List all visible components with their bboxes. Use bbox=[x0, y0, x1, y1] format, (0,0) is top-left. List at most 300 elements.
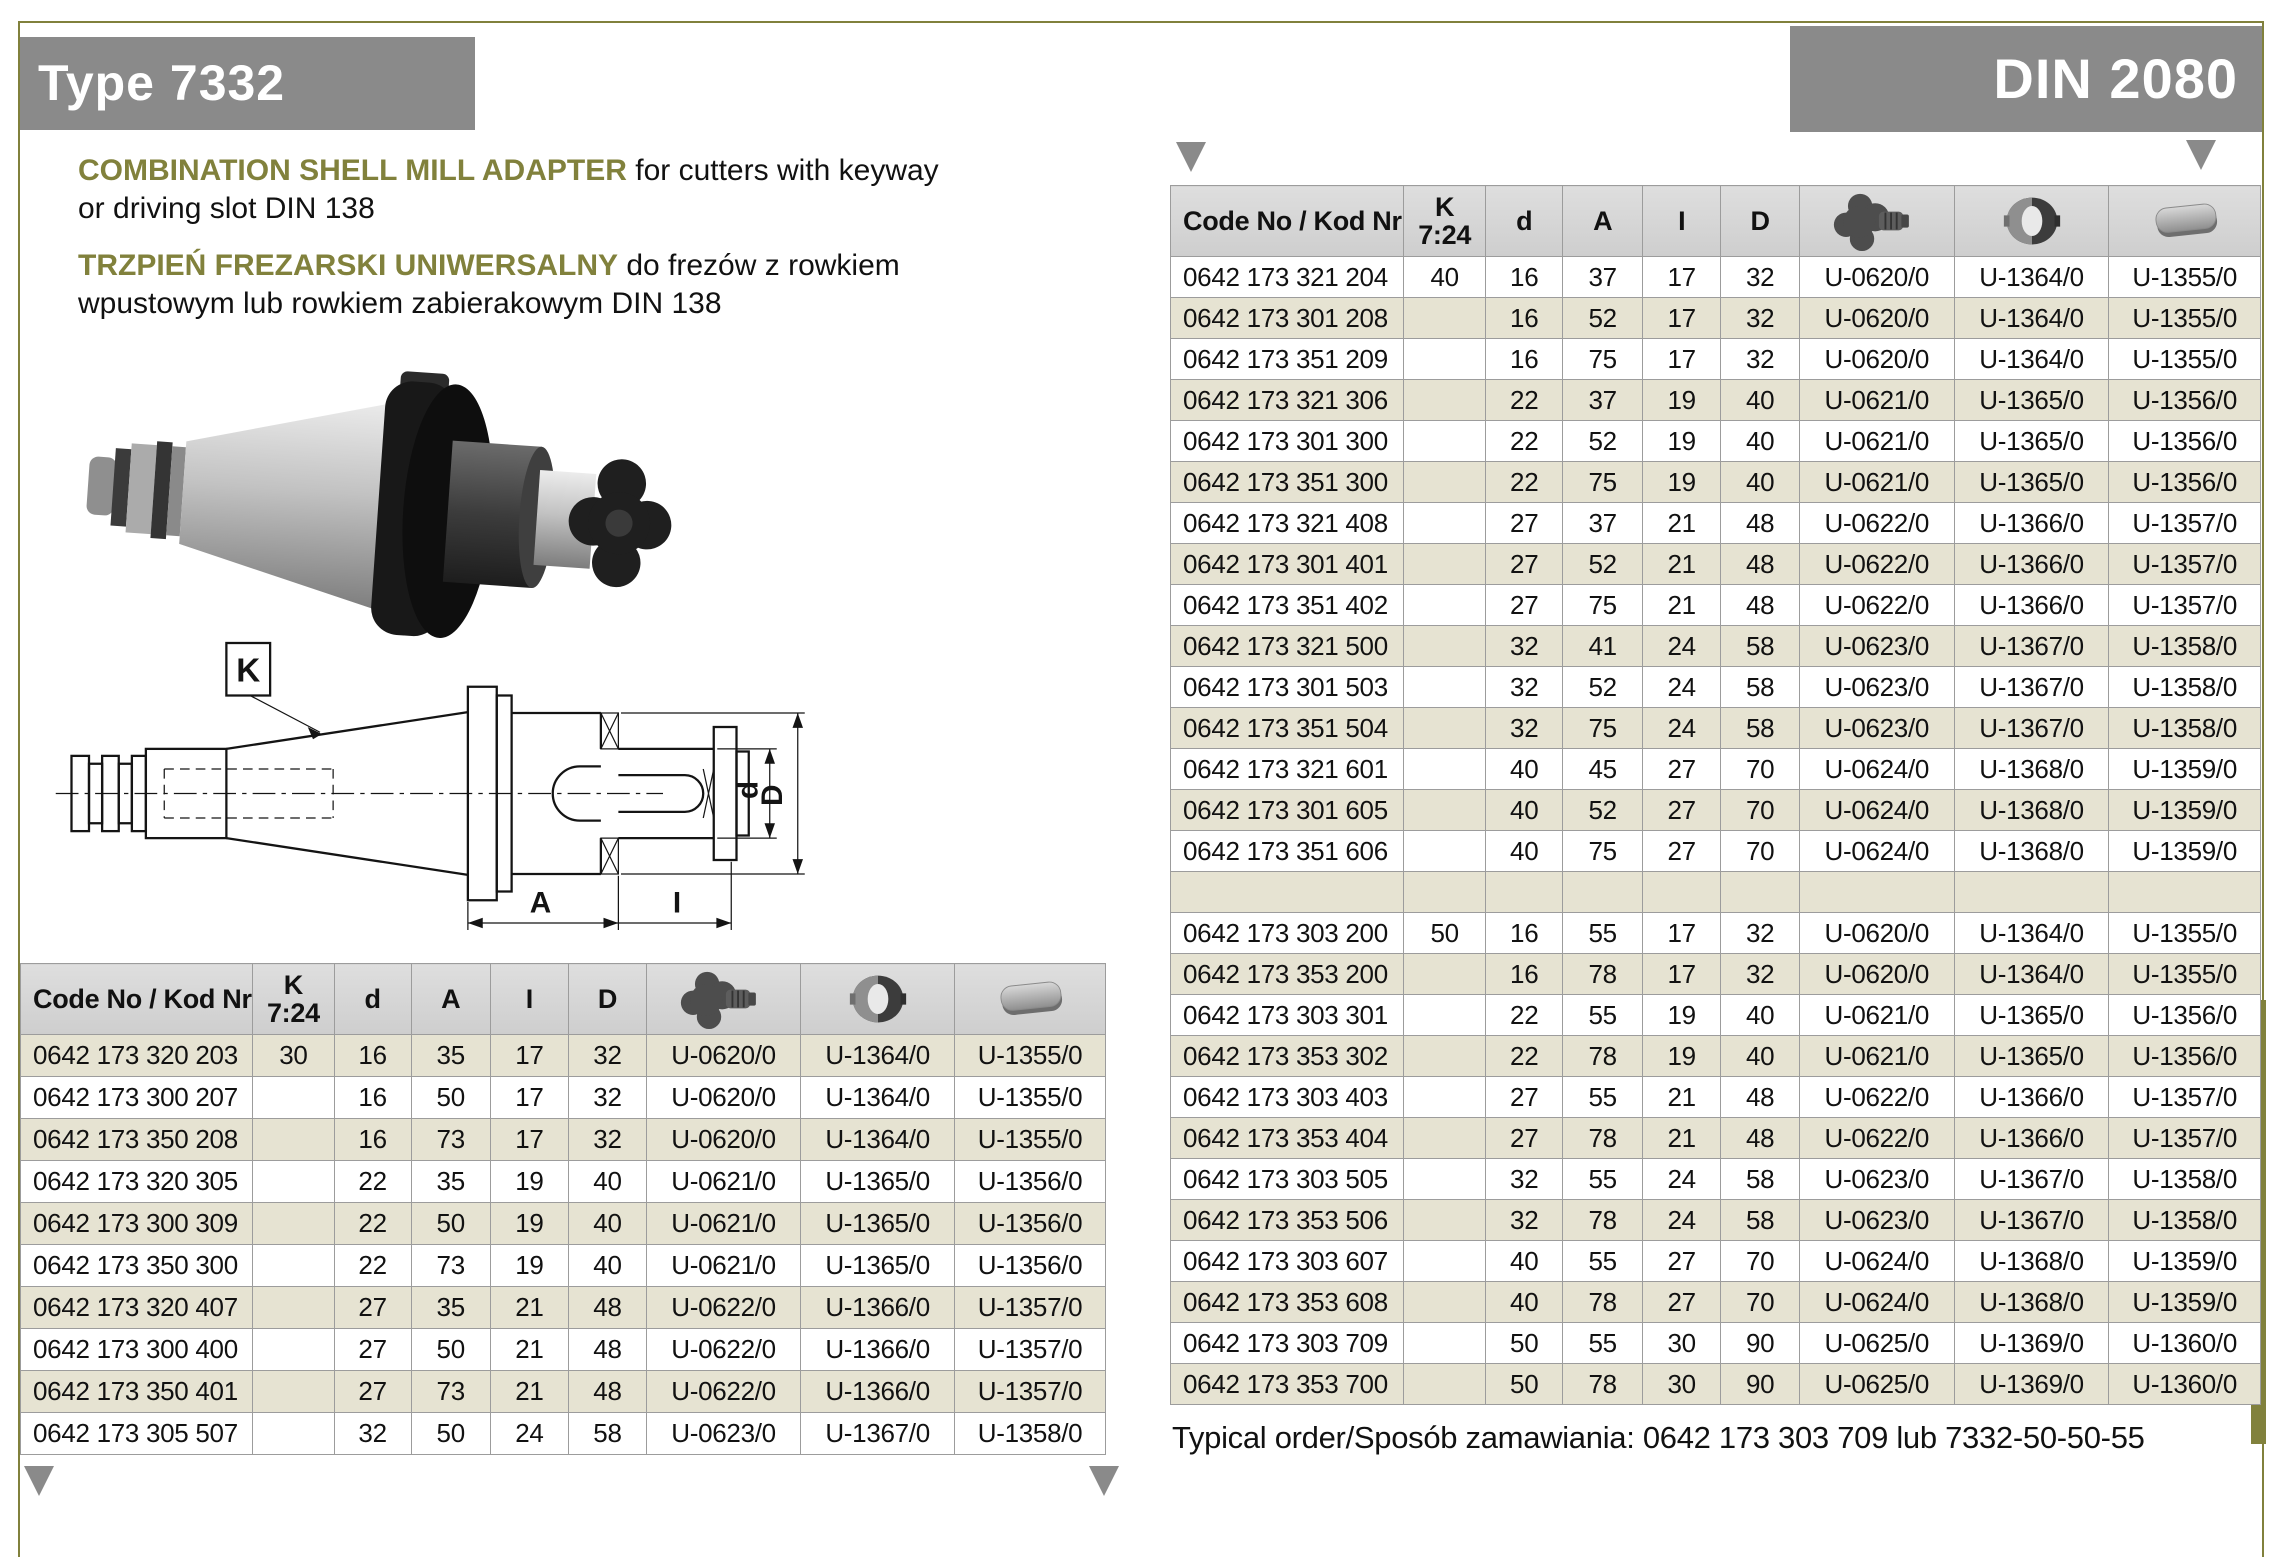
value-cell: 40 bbox=[1404, 257, 1486, 298]
value-cell bbox=[1404, 1323, 1486, 1364]
value-cell: 24 bbox=[1642, 626, 1720, 667]
value-cell: 70 bbox=[1721, 1241, 1799, 1282]
value-cell: 90 bbox=[1721, 1323, 1799, 1364]
value-cell: 58 bbox=[1721, 667, 1799, 708]
value-cell: 21 bbox=[1642, 1077, 1720, 1118]
code-cell: 0642 173 305 507 bbox=[21, 1413, 253, 1455]
value-cell: U-1355/0 bbox=[955, 1077, 1106, 1119]
description-en: COMBINATION SHELL MILL ADAPTER for cutters with keyway or driving slot DIN 138 bbox=[78, 154, 939, 226]
description-en-title: COMBINATION SHELL MILL ADAPTER bbox=[78, 154, 627, 187]
code-cell: 0642 173 303 301 bbox=[1171, 995, 1404, 1036]
value-cell: 40 bbox=[1721, 462, 1799, 503]
value-cell: 19 bbox=[490, 1161, 568, 1203]
code-cell: 0642 173 350 208 bbox=[21, 1119, 253, 1161]
table-row bbox=[1171, 913, 2261, 954]
value-cell bbox=[1404, 585, 1486, 626]
col-flange-nut bbox=[1799, 186, 1954, 257]
value-cell: U-1366/0 bbox=[1954, 1118, 2109, 1159]
right-dimension-table bbox=[1170, 185, 2261, 1405]
page-title: Type 7332 bbox=[20, 37, 475, 130]
value-cell: U-1368/0 bbox=[1954, 1241, 2109, 1282]
table-row bbox=[21, 1245, 1106, 1287]
value-cell: 50 bbox=[411, 1413, 490, 1455]
code-cell: 0642 173 351 300 bbox=[1171, 462, 1404, 503]
table-row bbox=[1171, 257, 2261, 298]
value-cell: 21 bbox=[1642, 544, 1720, 585]
value-cell bbox=[1404, 626, 1486, 667]
value-cell: 19 bbox=[1642, 995, 1720, 1036]
value-cell: U-1359/0 bbox=[2109, 831, 2261, 872]
value-cell: 16 bbox=[334, 1077, 411, 1119]
value-cell: U-1366/0 bbox=[1954, 585, 2109, 626]
value-cell: U-1367/0 bbox=[1954, 1200, 2109, 1241]
value-cell: 32 bbox=[568, 1035, 646, 1077]
value-cell: 55 bbox=[1563, 1077, 1643, 1118]
value-cell: U-1365/0 bbox=[801, 1161, 955, 1203]
value-cell: U-0622/0 bbox=[647, 1329, 801, 1371]
value-cell: U-1360/0 bbox=[2109, 1323, 2261, 1364]
code-cell: 0642 173 350 300 bbox=[21, 1245, 253, 1287]
value-cell: U-0621/0 bbox=[1799, 1036, 1954, 1077]
value-cell bbox=[2109, 872, 2261, 913]
value-cell: 78 bbox=[1563, 1036, 1643, 1077]
code-cell: 0642 173 300 207 bbox=[21, 1077, 253, 1119]
value-cell: U-0620/0 bbox=[1799, 257, 1954, 298]
value-cell: U-1360/0 bbox=[2109, 1364, 2261, 1405]
value-cell: U-1359/0 bbox=[2109, 749, 2261, 790]
table-row bbox=[21, 1035, 1106, 1077]
value-cell: U-0625/0 bbox=[1799, 1364, 1954, 1405]
table-row bbox=[21, 1077, 1106, 1119]
value-cell: 52 bbox=[1563, 790, 1643, 831]
table-row bbox=[1171, 339, 2261, 380]
value-cell: U-1357/0 bbox=[2109, 585, 2261, 626]
value-cell: 78 bbox=[1563, 1118, 1643, 1159]
code-cell: 0642 173 320 305 bbox=[21, 1161, 253, 1203]
code-cell: 0642 173 301 401 bbox=[1171, 544, 1404, 585]
description-pl: TRZPIEŃ FREZARSKI UNIWERSALNY do frezów z rowkiem wpustowym lub rowkiem zabierakowym DIN 138 bbox=[78, 248, 900, 321]
value-cell bbox=[1954, 872, 2109, 913]
value-cell: 19 bbox=[1642, 1036, 1720, 1077]
table-header-row bbox=[1171, 186, 2261, 257]
value-cell: 78 bbox=[1563, 954, 1643, 995]
product-description bbox=[78, 152, 1108, 342]
col-locating-ring bbox=[1954, 186, 2109, 257]
table-row bbox=[1171, 1036, 2261, 1077]
value-cell: U-0621/0 bbox=[1799, 421, 1954, 462]
value-cell: U-0622/0 bbox=[1799, 544, 1954, 585]
code-cell: 0642 173 353 506 bbox=[1171, 1200, 1404, 1241]
value-cell: 27 bbox=[334, 1329, 411, 1371]
value-cell: 21 bbox=[1642, 503, 1720, 544]
value-cell: U-1359/0 bbox=[2109, 1241, 2261, 1282]
col-dd: D bbox=[568, 964, 646, 1035]
value-cell: 70 bbox=[1721, 749, 1799, 790]
flange-nut-icon bbox=[678, 969, 770, 1029]
value-cell: 40 bbox=[1486, 1241, 1563, 1282]
value-cell: 75 bbox=[1563, 708, 1643, 749]
value-cell: 52 bbox=[1563, 544, 1643, 585]
value-cell: U-1364/0 bbox=[1954, 913, 2109, 954]
value-cell: 40 bbox=[568, 1203, 646, 1245]
typical-order-text: Typical order/Sposób zamawiania: 0642 173 303 709 lub 7332-50-50-55 bbox=[1172, 1420, 2145, 1455]
value-cell: 17 bbox=[1642, 339, 1720, 380]
value-cell bbox=[253, 1329, 334, 1371]
value-cell: U-0620/0 bbox=[1799, 913, 1954, 954]
value-cell: 45 bbox=[1563, 749, 1643, 790]
marker-triangle bbox=[2186, 140, 2216, 170]
table-row bbox=[1171, 1364, 2261, 1405]
value-cell: 40 bbox=[1721, 1036, 1799, 1077]
table-row bbox=[21, 1287, 1106, 1329]
value-cell: U-1365/0 bbox=[1954, 462, 2109, 503]
code-cell: 0642 173 350 401 bbox=[21, 1371, 253, 1413]
value-cell bbox=[253, 1287, 334, 1329]
value-cell: 41 bbox=[1563, 626, 1643, 667]
value-cell: 21 bbox=[1642, 585, 1720, 626]
value-cell: U-1355/0 bbox=[2109, 339, 2261, 380]
value-cell: U-0622/0 bbox=[1799, 503, 1954, 544]
value-cell bbox=[1404, 667, 1486, 708]
value-cell: 75 bbox=[1563, 585, 1643, 626]
table-row bbox=[1171, 1323, 2261, 1364]
value-cell: 58 bbox=[1721, 708, 1799, 749]
value-cell: 55 bbox=[1563, 1241, 1643, 1282]
value-cell: 73 bbox=[411, 1245, 490, 1287]
value-cell: 48 bbox=[1721, 1118, 1799, 1159]
value-cell: U-1365/0 bbox=[801, 1203, 955, 1245]
flange-nut-icon bbox=[1831, 191, 1923, 251]
value-cell: 27 bbox=[1486, 1118, 1563, 1159]
value-cell: 50 bbox=[411, 1203, 490, 1245]
table-row bbox=[21, 1413, 1106, 1455]
col-a: A bbox=[411, 964, 490, 1035]
value-cell bbox=[1721, 872, 1799, 913]
drawing-label-k: K bbox=[236, 652, 261, 690]
value-cell bbox=[1404, 380, 1486, 421]
value-cell: 21 bbox=[490, 1287, 568, 1329]
value-cell: 22 bbox=[1486, 995, 1563, 1036]
value-cell bbox=[1404, 1159, 1486, 1200]
value-cell: 27 bbox=[1486, 503, 1563, 544]
value-cell bbox=[1486, 872, 1563, 913]
value-cell: U-1364/0 bbox=[1954, 298, 2109, 339]
col-code: Code No / Kod Nr bbox=[21, 964, 253, 1035]
value-cell: U-1355/0 bbox=[2109, 913, 2261, 954]
marker-triangle bbox=[1176, 142, 1206, 172]
value-cell: 27 bbox=[1486, 585, 1563, 626]
value-cell: 27 bbox=[1642, 749, 1720, 790]
value-cell: U-0621/0 bbox=[647, 1245, 801, 1287]
value-cell: 16 bbox=[1486, 298, 1563, 339]
value-cell: U-0620/0 bbox=[1799, 954, 1954, 995]
table-row bbox=[1171, 872, 2261, 913]
value-cell bbox=[1404, 872, 1486, 913]
value-cell: 24 bbox=[1642, 708, 1720, 749]
value-cell: U-1357/0 bbox=[955, 1329, 1106, 1371]
code-cell: 0642 173 321 306 bbox=[1171, 380, 1404, 421]
value-cell: U-0622/0 bbox=[1799, 1118, 1954, 1159]
value-cell bbox=[1404, 790, 1486, 831]
table-row bbox=[1171, 421, 2261, 462]
value-cell: 48 bbox=[1721, 1077, 1799, 1118]
value-cell: U-1357/0 bbox=[955, 1371, 1106, 1413]
value-cell: 75 bbox=[1563, 831, 1643, 872]
value-cell bbox=[1404, 954, 1486, 995]
table-row bbox=[1171, 954, 2261, 995]
value-cell bbox=[1642, 872, 1720, 913]
table-row bbox=[21, 1371, 1106, 1413]
value-cell: 52 bbox=[1563, 298, 1643, 339]
value-cell: 27 bbox=[1486, 544, 1563, 585]
value-cell: 50 bbox=[411, 1329, 490, 1371]
value-cell: 27 bbox=[1642, 1241, 1720, 1282]
value-cell: U-0622/0 bbox=[1799, 1077, 1954, 1118]
value-cell bbox=[253, 1077, 334, 1119]
value-cell bbox=[1799, 872, 1954, 913]
value-cell: U-1356/0 bbox=[2109, 462, 2261, 503]
value-cell: U-1368/0 bbox=[1954, 749, 2109, 790]
value-cell bbox=[1404, 831, 1486, 872]
value-cell: 19 bbox=[1642, 462, 1720, 503]
value-cell: 48 bbox=[1721, 503, 1799, 544]
value-cell bbox=[1404, 298, 1486, 339]
value-cell bbox=[1404, 1364, 1486, 1405]
value-cell: U-0624/0 bbox=[1799, 1241, 1954, 1282]
value-cell bbox=[1404, 708, 1486, 749]
value-cell bbox=[253, 1413, 334, 1455]
value-cell: U-0621/0 bbox=[1799, 462, 1954, 503]
value-cell: U-1355/0 bbox=[955, 1119, 1106, 1161]
code-cell: 0642 173 303 607 bbox=[1171, 1241, 1404, 1282]
marker-triangle bbox=[24, 1466, 54, 1496]
table-row bbox=[1171, 1159, 2261, 1200]
value-cell: 37 bbox=[1563, 503, 1643, 544]
value-cell: 22 bbox=[334, 1161, 411, 1203]
code-cell: 0642 173 303 709 bbox=[1171, 1323, 1404, 1364]
value-cell: 55 bbox=[1563, 1159, 1643, 1200]
value-cell: 19 bbox=[490, 1203, 568, 1245]
value-cell bbox=[1404, 421, 1486, 462]
value-cell: U-0621/0 bbox=[1799, 995, 1954, 1036]
value-cell: 40 bbox=[1486, 749, 1563, 790]
col-locating-ring bbox=[801, 964, 955, 1035]
drive-key-icon bbox=[2139, 191, 2231, 251]
value-cell: U-1358/0 bbox=[2109, 626, 2261, 667]
value-cell: 32 bbox=[1721, 298, 1799, 339]
value-cell: 30 bbox=[253, 1035, 334, 1077]
value-cell: 27 bbox=[334, 1287, 411, 1329]
code-cell: 0642 173 321 204 bbox=[1171, 257, 1404, 298]
value-cell: 22 bbox=[1486, 462, 1563, 503]
value-cell: 40 bbox=[568, 1245, 646, 1287]
value-cell: 78 bbox=[1563, 1200, 1643, 1241]
value-cell: U-1365/0 bbox=[1954, 1036, 2109, 1077]
table-row bbox=[1171, 995, 2261, 1036]
value-cell: U-1366/0 bbox=[1954, 1077, 2109, 1118]
value-cell: 24 bbox=[490, 1413, 568, 1455]
drawing-label-a: A bbox=[529, 886, 552, 920]
value-cell: 37 bbox=[1563, 257, 1643, 298]
value-cell: 21 bbox=[490, 1371, 568, 1413]
value-cell: 27 bbox=[1642, 1282, 1720, 1323]
value-cell: U-1365/0 bbox=[1954, 995, 2109, 1036]
value-cell: U-1369/0 bbox=[1954, 1323, 2109, 1364]
din-standard-label: DIN 2080 bbox=[1790, 26, 2262, 132]
table-header-row bbox=[21, 964, 1106, 1035]
technical-drawing bbox=[40, 636, 810, 951]
col-k: K 7:24 bbox=[1404, 186, 1486, 257]
col-i: I bbox=[490, 964, 568, 1035]
value-cell bbox=[253, 1245, 334, 1287]
value-cell: 78 bbox=[1563, 1282, 1643, 1323]
value-cell: U-0620/0 bbox=[647, 1035, 801, 1077]
value-cell: 32 bbox=[334, 1413, 411, 1455]
code-cell: 0642 173 351 209 bbox=[1171, 339, 1404, 380]
code-cell: 0642 173 351 606 bbox=[1171, 831, 1404, 872]
code-cell: 0642 173 303 403 bbox=[1171, 1077, 1404, 1118]
value-cell: 90 bbox=[1721, 1364, 1799, 1405]
value-cell: 52 bbox=[1563, 421, 1643, 462]
value-cell: 32 bbox=[1486, 708, 1563, 749]
value-cell: U-0620/0 bbox=[647, 1077, 801, 1119]
value-cell: U-1356/0 bbox=[955, 1245, 1106, 1287]
table-row bbox=[1171, 462, 2261, 503]
value-cell: U-1357/0 bbox=[2109, 1077, 2261, 1118]
value-cell: U-0620/0 bbox=[647, 1119, 801, 1161]
value-cell: U-1358/0 bbox=[955, 1413, 1106, 1455]
value-cell: 50 bbox=[1486, 1323, 1563, 1364]
col-k: K 7:24 bbox=[253, 964, 334, 1035]
value-cell: U-1356/0 bbox=[2109, 1036, 2261, 1077]
value-cell: U-0624/0 bbox=[1799, 749, 1954, 790]
value-cell: 22 bbox=[1486, 380, 1563, 421]
value-cell: U-1355/0 bbox=[955, 1035, 1106, 1077]
value-cell: U-1365/0 bbox=[1954, 380, 2109, 421]
code-cell: 0642 173 353 200 bbox=[1171, 954, 1404, 995]
value-cell: U-0620/0 bbox=[1799, 298, 1954, 339]
value-cell bbox=[1404, 1200, 1486, 1241]
value-cell: U-1364/0 bbox=[801, 1119, 955, 1161]
left-dimension-table bbox=[20, 963, 1106, 1455]
value-cell: 70 bbox=[1721, 831, 1799, 872]
value-cell bbox=[1404, 1241, 1486, 1282]
value-cell: U-1366/0 bbox=[801, 1287, 955, 1329]
value-cell: 40 bbox=[1486, 1282, 1563, 1323]
marker-triangle bbox=[1089, 1466, 1119, 1496]
value-cell bbox=[1404, 1282, 1486, 1323]
value-cell: 32 bbox=[1721, 257, 1799, 298]
value-cell: 19 bbox=[490, 1245, 568, 1287]
value-cell: 75 bbox=[1563, 462, 1643, 503]
value-cell: U-1356/0 bbox=[2109, 380, 2261, 421]
value-cell: 50 bbox=[1486, 1364, 1563, 1405]
value-cell: U-0621/0 bbox=[1799, 380, 1954, 421]
value-cell bbox=[253, 1371, 334, 1413]
value-cell: 30 bbox=[1642, 1364, 1720, 1405]
value-cell: U-0624/0 bbox=[1799, 1282, 1954, 1323]
table-row bbox=[21, 1161, 1106, 1203]
table-row bbox=[1171, 749, 2261, 790]
value-cell: 58 bbox=[1721, 1159, 1799, 1200]
col-a: A bbox=[1563, 186, 1643, 257]
value-cell: 52 bbox=[1563, 667, 1643, 708]
table-row bbox=[21, 1203, 1106, 1245]
value-cell: 35 bbox=[411, 1161, 490, 1203]
value-cell: 32 bbox=[1486, 1200, 1563, 1241]
value-cell bbox=[1404, 995, 1486, 1036]
code-cell: 0642 173 353 608 bbox=[1171, 1282, 1404, 1323]
locating-ring-icon bbox=[1986, 191, 2078, 251]
value-cell: U-1368/0 bbox=[1954, 1282, 2109, 1323]
value-cell: 21 bbox=[1642, 1118, 1720, 1159]
value-cell: U-1359/0 bbox=[2109, 1282, 2261, 1323]
table-row bbox=[21, 1329, 1106, 1371]
value-cell: 55 bbox=[1563, 1323, 1643, 1364]
code-cell: 0642 173 351 504 bbox=[1171, 708, 1404, 749]
drawing-label-dd: D bbox=[756, 784, 789, 806]
value-cell: U-1357/0 bbox=[2109, 544, 2261, 585]
table-row bbox=[1171, 298, 2261, 339]
value-cell: 22 bbox=[1486, 421, 1563, 462]
value-cell: U-1368/0 bbox=[1954, 790, 2109, 831]
code-cell: 0642 173 301 208 bbox=[1171, 298, 1404, 339]
value-cell: 58 bbox=[1721, 626, 1799, 667]
value-cell: U-1366/0 bbox=[1954, 503, 2109, 544]
value-cell: U-0623/0 bbox=[1799, 1200, 1954, 1241]
value-cell: 27 bbox=[334, 1371, 411, 1413]
value-cell: 40 bbox=[568, 1161, 646, 1203]
code-cell: 0642 173 301 300 bbox=[1171, 421, 1404, 462]
table-row bbox=[1171, 544, 2261, 585]
col-flange-nut bbox=[647, 964, 801, 1035]
table-row bbox=[1171, 380, 2261, 421]
value-cell: U-0622/0 bbox=[647, 1371, 801, 1413]
value-cell: U-0624/0 bbox=[1799, 831, 1954, 872]
value-cell: 70 bbox=[1721, 1282, 1799, 1323]
col-d: d bbox=[334, 964, 411, 1035]
value-cell: U-1358/0 bbox=[2109, 667, 2261, 708]
code-cell: 0642 173 303 200 bbox=[1171, 913, 1404, 954]
value-cell: 55 bbox=[1563, 995, 1643, 1036]
value-cell: U-1364/0 bbox=[1954, 257, 2109, 298]
value-cell: 32 bbox=[1721, 339, 1799, 380]
value-cell bbox=[1404, 544, 1486, 585]
value-cell: 22 bbox=[1486, 1036, 1563, 1077]
value-cell: 48 bbox=[1721, 585, 1799, 626]
value-cell: U-1366/0 bbox=[801, 1371, 955, 1413]
value-cell: 17 bbox=[1642, 257, 1720, 298]
value-cell: 58 bbox=[568, 1413, 646, 1455]
drawing-label-d: d bbox=[731, 780, 765, 800]
value-cell: U-0623/0 bbox=[1799, 626, 1954, 667]
value-cell bbox=[1563, 872, 1643, 913]
value-cell: 24 bbox=[1642, 1159, 1720, 1200]
value-cell: U-1356/0 bbox=[955, 1203, 1106, 1245]
value-cell: 21 bbox=[490, 1329, 568, 1371]
col-drive-key bbox=[955, 964, 1106, 1035]
value-cell: 16 bbox=[334, 1035, 411, 1077]
value-cell: 32 bbox=[1721, 913, 1799, 954]
value-cell: U-0623/0 bbox=[1799, 667, 1954, 708]
value-cell: 30 bbox=[1642, 1323, 1720, 1364]
value-cell: 32 bbox=[1486, 626, 1563, 667]
table-row bbox=[1171, 708, 2261, 749]
value-cell bbox=[1404, 339, 1486, 380]
value-cell: 50 bbox=[411, 1077, 490, 1119]
value-cell: 19 bbox=[1642, 421, 1720, 462]
value-cell: 24 bbox=[1642, 1200, 1720, 1241]
